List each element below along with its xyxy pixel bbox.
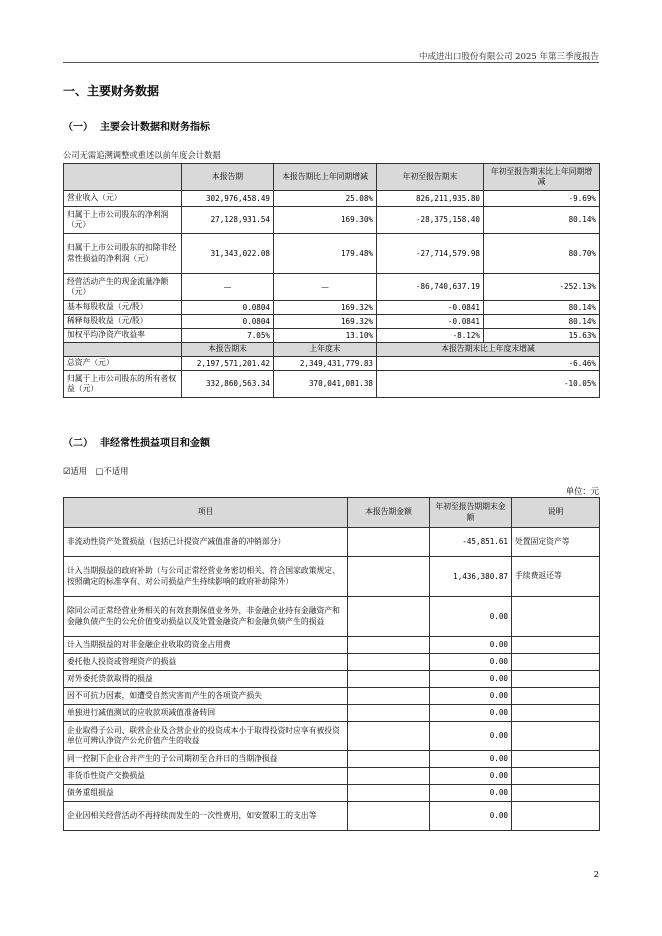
item-label: 债务重组损益 [64, 785, 348, 802]
table-row [64, 802, 600, 831]
table-row [64, 371, 600, 398]
ytd-amount: 0.00 [430, 785, 512, 802]
table-row [64, 597, 600, 637]
item-label: 对外委托贷款取得的损益 [64, 671, 348, 688]
item-note [512, 768, 600, 785]
period-amount [348, 688, 430, 705]
item-note [512, 751, 600, 768]
cell-value: 80.14% [484, 301, 600, 315]
period-amount [348, 751, 430, 768]
ytd-amount: -45,851.61 [430, 528, 512, 557]
table-row [64, 671, 600, 688]
ytd-amount: 0.00 [430, 637, 512, 654]
not-applicable-checkbox[interactable]: □不适用 [95, 466, 129, 476]
table-row [64, 207, 600, 234]
ytd-amount: 0.00 [430, 597, 512, 637]
page-number: 2 [593, 870, 599, 880]
row-label: 营业收入（元） [64, 191, 182, 207]
table-row [64, 654, 600, 671]
cell-value: -6.46% [377, 357, 600, 371]
period-amount [348, 705, 430, 722]
row-label: 归属于上市公司股东的所有者权益（元） [64, 371, 182, 398]
row-label: 稀释每股收益（元/股） [64, 315, 182, 329]
table-row [64, 705, 600, 722]
item-label: 委托他人投资或管理资产的损益 [64, 654, 348, 671]
item-note [512, 688, 600, 705]
table-row [64, 637, 600, 654]
non-recurring-items-table [63, 497, 600, 831]
cell-value: 80.70% [484, 234, 600, 274]
header-cell: 本报告期末比上年度末增减 [377, 343, 600, 357]
cell-value: 302,976,458.49 [182, 191, 274, 207]
item-note [512, 802, 600, 831]
table-header-row [64, 498, 600, 528]
page-header: 中成进出口股份有限公司 2025 年第三季度报告 [418, 52, 599, 62]
table-header-row [64, 343, 600, 357]
ytd-amount: 0.00 [430, 768, 512, 785]
cell-value: 370,041,081.38 [274, 371, 377, 398]
cell-value: -252.13% [484, 274, 600, 301]
row-label: 经营活动产生的现金流量净额（元） [64, 274, 182, 301]
header-cell: 本报告期比上年同期增减 [274, 164, 377, 191]
cell-value: -9.69% [484, 191, 600, 207]
cell-value: 169.30% [274, 207, 377, 234]
cell-value: -8.12% [377, 329, 484, 343]
item-label: 因不可抗力因素，如遭受自然灾害而产生的各项资产损失 [64, 688, 348, 705]
ytd-amount: 0.00 [430, 705, 512, 722]
cell-value: 13.10% [274, 329, 377, 343]
table-row [64, 528, 600, 557]
ytd-amount: 1,436,380.87 [430, 557, 512, 597]
cell-value: 0.0804 [182, 301, 274, 315]
item-label: 除同公司正常经营业务相关的有效套期保值业务外，非金融企业持有金融资产和金融负债产生的公允价值变动损益以及处置金融资产和金融负债产生的损益 [64, 597, 348, 637]
cell-value: -27,714,579.98 [377, 234, 484, 274]
item-note: 手续费返还等 [512, 557, 600, 597]
period-amount [348, 637, 430, 654]
table-row [64, 191, 600, 207]
row-label: 归属于上市公司股东的净利润（元） [64, 207, 182, 234]
period-amount [348, 528, 430, 557]
header-cell: 年初至报告期期末金额 [430, 498, 512, 528]
table-row [64, 357, 600, 371]
item-label: 非流动性资产处置损益（包括已计提资产减值准备的冲销部分） [64, 528, 348, 557]
header-cell: 本报告期金额 [348, 498, 430, 528]
table-row [64, 234, 600, 274]
period-amount [348, 654, 430, 671]
unit-label: 单位：元 [565, 486, 599, 496]
cell-value: 169.32% [274, 301, 377, 315]
item-label: 计入当期损益的政府补助（与公司正常经营业务密切相关、符合国家政策规定、按照确定的标准享有、对公司损益产生持续影响的政府补助除外） [64, 557, 348, 597]
item-note: 处置固定资产等 [512, 528, 600, 557]
row-label: 基本每股收益（元/股） [64, 301, 182, 315]
period-amount [348, 722, 430, 751]
cell-value: -28,375,158.40 [377, 207, 484, 234]
cell-value: 2,349,431,779.83 [274, 357, 377, 371]
cell-value: 826,211,935.80 [377, 191, 484, 207]
item-label: 企业取得子公司、联营企业及合营企业的投资成本小于取得投资时应享有被投资单位可辨认净资产公允价值产生的收益 [64, 722, 348, 751]
key-financial-table [63, 163, 600, 398]
table-row [64, 768, 600, 785]
header-cell [64, 164, 182, 191]
header-cell: 说明 [512, 498, 600, 528]
section-title: 一、主要财务数据 [63, 84, 160, 98]
item-note [512, 705, 600, 722]
item-label: 计入当期损益的对非金融企业收取的资金占用费 [64, 637, 348, 654]
header-cell: 本报告期 [182, 164, 274, 191]
cell-value: — [182, 274, 274, 301]
item-note [512, 722, 600, 751]
subsection-title-2: （二） 非经常性损益项目和金额 [63, 438, 210, 449]
ytd-amount: 0.00 [430, 722, 512, 751]
period-amount [348, 785, 430, 802]
table-row [64, 722, 600, 751]
cell-value: -0.0841 [377, 301, 484, 315]
table-row [64, 329, 600, 343]
cell-value: 332,860,563.34 [182, 371, 274, 398]
row-label: 加权平均净资产收益率 [64, 329, 182, 343]
cell-value: -10.05% [377, 371, 600, 398]
period-amount [348, 802, 430, 831]
item-note [512, 785, 600, 802]
header-cell: 上年度末 [274, 343, 377, 357]
cell-value: 169.32% [274, 315, 377, 329]
item-label: 单独进行减值测试的应收款项减值准备转回 [64, 705, 348, 722]
period-amount [348, 768, 430, 785]
cell-value: 27,128,931.54 [182, 207, 274, 234]
restatement-note: 公司无需追溯调整或重述以前年度会计数据 [63, 150, 221, 160]
cell-value: -0.0841 [377, 315, 484, 329]
table-header-row [64, 164, 600, 191]
item-note [512, 671, 600, 688]
header-cell: 年初至报告期末 [377, 164, 484, 191]
period-amount [348, 557, 430, 597]
subsection-title-1: （一） 主要会计数据和财务指标 [63, 122, 210, 133]
table-row [64, 785, 600, 802]
item-note [512, 654, 600, 671]
cell-value: 15.63% [484, 329, 600, 343]
applicable-checkbox[interactable]: ☑适用 [63, 466, 88, 476]
table-row [64, 315, 600, 329]
ytd-amount: 0.00 [430, 671, 512, 688]
period-amount [348, 597, 430, 637]
cell-value: — [274, 274, 377, 301]
table-row [64, 274, 600, 301]
ytd-amount: 0.00 [430, 688, 512, 705]
period-amount [348, 671, 430, 688]
cell-value: 80.14% [484, 315, 600, 329]
table-row [64, 301, 600, 315]
ytd-amount: 0.00 [430, 654, 512, 671]
header-cell: 项目 [64, 498, 348, 528]
ytd-amount: 0.00 [430, 802, 512, 831]
cell-value: 31,343,022.08 [182, 234, 274, 274]
row-label: 总资产（元） [64, 357, 182, 371]
header-divider [63, 62, 599, 63]
item-label: 同一控制下企业合并产生的子公司期初至合并日的当期净损益 [64, 751, 348, 768]
row-label: 归属于上市公司股东的扣除非经常性损益的净利润（元） [64, 234, 182, 274]
header-cell: 年初至报告期末比上年同期增减 [484, 164, 600, 191]
table-row [64, 751, 600, 768]
cell-value: 80.14% [484, 207, 600, 234]
item-note [512, 597, 600, 637]
table-row [64, 557, 600, 597]
cell-value: -86,740,637.19 [377, 274, 484, 301]
cell-value: 0.0804 [182, 315, 274, 329]
header-cell [64, 343, 182, 357]
cell-value: 7.05% [182, 329, 274, 343]
table-row [64, 688, 600, 705]
cell-value: 2,197,571,201.42 [182, 357, 274, 371]
item-label: 非货币性资产交换损益 [64, 768, 348, 785]
ytd-amount: 0.00 [430, 751, 512, 768]
cell-value: 179.48% [274, 234, 377, 274]
item-label: 企业因相关经营活动不再持续而发生的一次性费用，如安置职工的支出等 [64, 802, 348, 831]
cell-value: 25.08% [274, 191, 377, 207]
item-note [512, 637, 600, 654]
applicability-options [63, 465, 128, 477]
header-cell: 本报告期末 [182, 343, 274, 357]
